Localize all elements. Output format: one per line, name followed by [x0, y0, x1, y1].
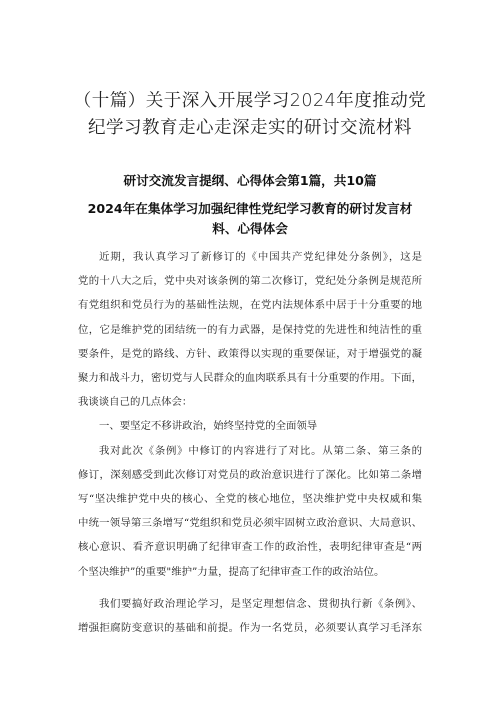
body-line: 我谈谈自己的几点体会： [78, 396, 193, 409]
subtitle-heading: 研讨交流发言提纲、心得体会第1篇，共10篇 [123, 173, 377, 188]
section-heading-line: 料、心得体会 [212, 221, 288, 236]
body-line: 聚力和战斗力，密切党与人民群众的血肉联系具有十分重要的作用。下面， [78, 372, 422, 385]
body-line: 个坚决维护”的重要"维护”力量，提高了纪律审查工作的政治站位。 [78, 565, 385, 578]
section-heading: 一、要坚定不移讲政治，始终坚持党的全面领导 [99, 420, 318, 433]
body-text [78, 245, 422, 640]
body-line: 我对此次《条例》中修订的内容进行了对比。从第二条、第三条的 [99, 444, 422, 457]
body-line: 核心意识、看齐意识明确了纪律审查工作的政治性，表明纪律审查是“两 [78, 541, 422, 554]
title-line: 纪学习教育走心走深走实的研讨交流材料 [88, 118, 412, 138]
body-line: 修订，深刻感受到此次修订对党员的政治意识进行了深化。比如第二条增 [78, 468, 422, 481]
body-line: 写“坚决维护党中央的核心、全党的核心地位，坚决维护党中央权威和集 [78, 493, 422, 506]
body-line: 位，它是维护党的团结统一的有力武器，是保持党的先进性和纯洁性的重 [78, 323, 422, 336]
title-line: （十篇）关于深入开展学习2024年度推动党 [73, 91, 427, 111]
body-line: 有党组织和党员行为的基础性法规，在党内法规体系中居于十分重要的地 [78, 299, 422, 312]
body-line: 中统一领导第三条增写“党组织和党员必须牢固树立政治意识、大局意识、 [78, 517, 422, 530]
body-line: 近期，我认真学习了新修订的《中国共产党纪律处分条例》，这是 [99, 251, 422, 263]
body-line: 我们要搞好政治理论学习，是坚定理想信念、贯彻执行新《条例》、 [99, 597, 422, 610]
section-heading-line: 2024年在集体学习加强纪律性党纪学习教育的研讨发言材 [87, 201, 413, 216]
body-line: 要条件，是党的路线、方针、政策得以实现的重要保证，对于增强党的凝 [78, 347, 422, 360]
body-line: 增强拒腐防变意识的基础和前提。作为一名党员，必须要认真学习毛泽东 [78, 622, 422, 635]
document-title [40, 88, 460, 142]
body-line: 党的十八大之后，党中央对该条例的第二次修订，党纪处分条例是规范所 [78, 275, 422, 288]
